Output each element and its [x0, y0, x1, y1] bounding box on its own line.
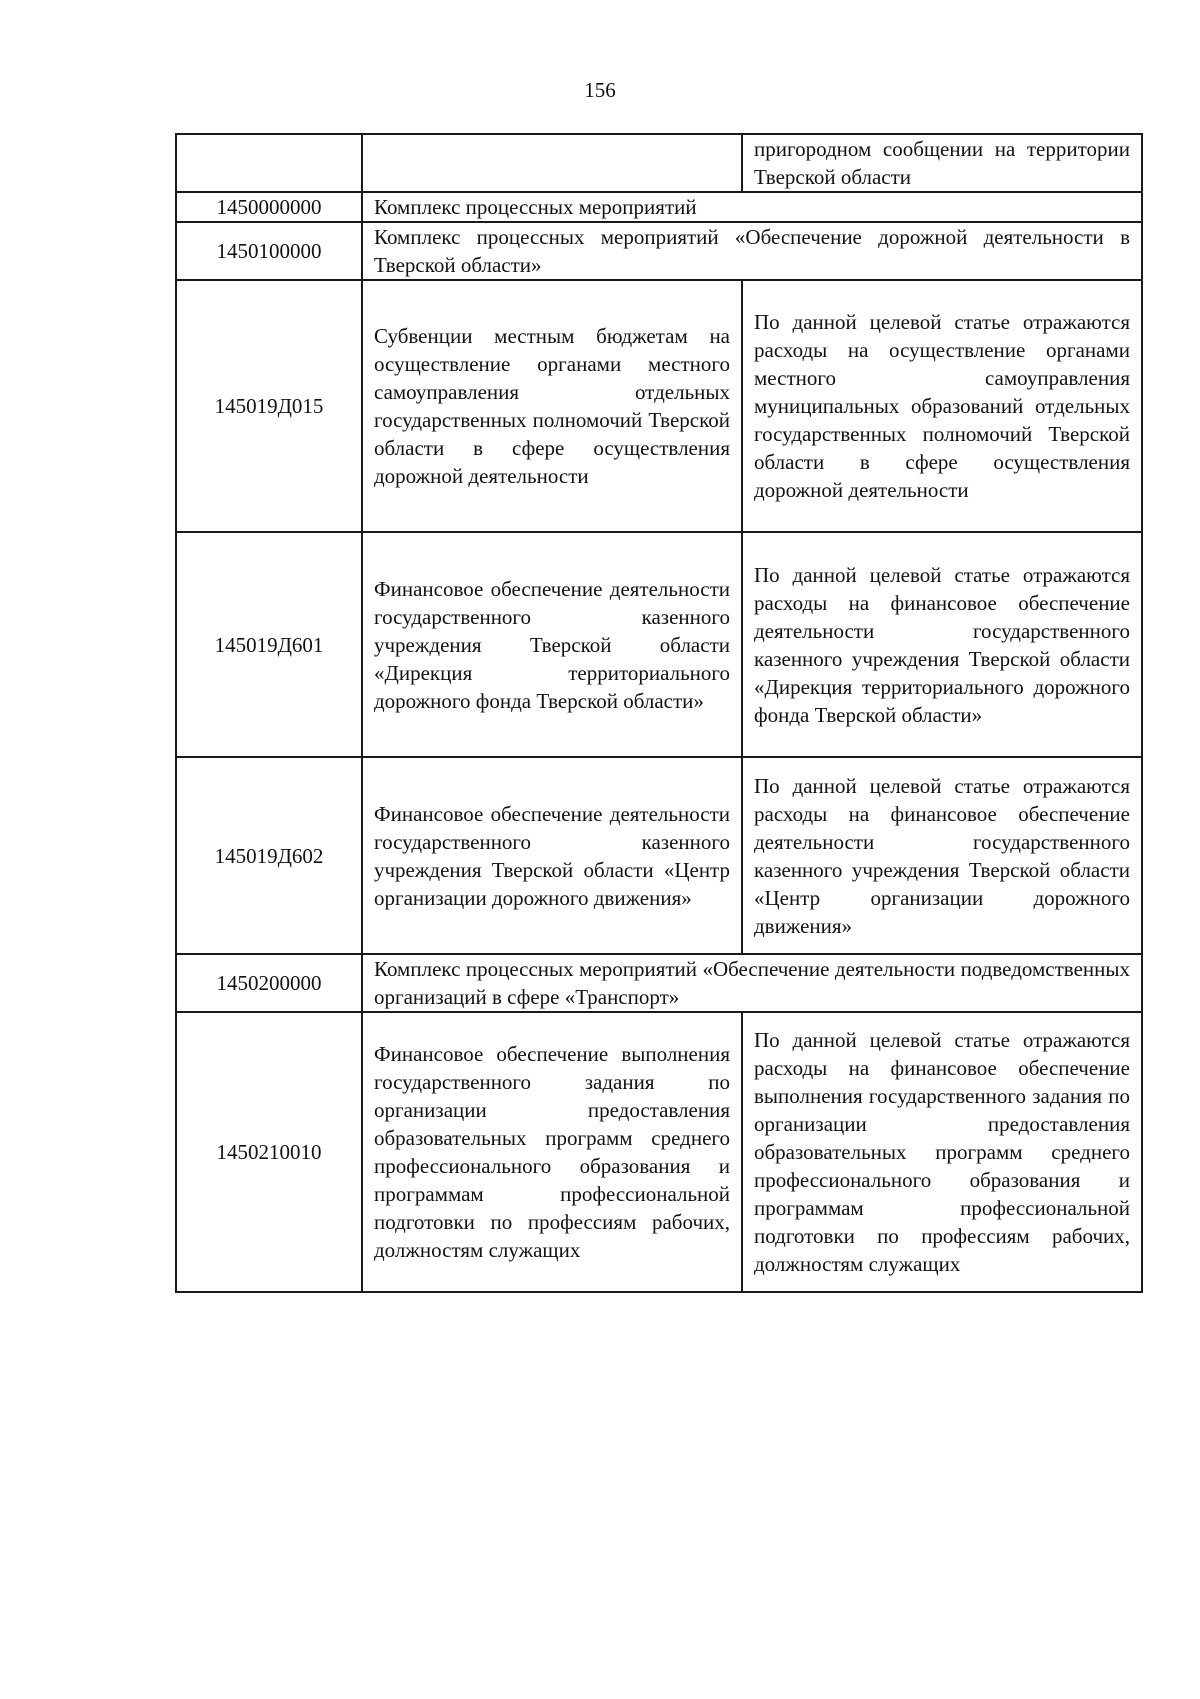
table-row — [176, 280, 1142, 532]
name-cell: Финансовое обеспечение деятельности государственного казенного учреждения Тверской области «Центр организации дорожного движения» — [362, 757, 742, 954]
code-cell: 1450000000 — [176, 192, 362, 222]
table-row — [176, 757, 1142, 954]
page-number: 156 — [584, 78, 616, 102]
code-cell: 1450200000 — [176, 954, 362, 1012]
table-row — [176, 192, 1142, 222]
section-title-cell: Комплекс процессных мероприятий «Обеспечение дорожной деятельности в Тверской области» — [362, 222, 1142, 280]
code-cell: 1450210010 — [176, 1012, 362, 1292]
name-cell — [362, 134, 742, 192]
name-cell: Финансовое обеспечение деятельности государственного казенного учреждения Тверской области «Дирекция территориального дорожного фонда Тверской области» — [362, 532, 742, 757]
code-cell — [176, 134, 362, 192]
table-row — [176, 222, 1142, 280]
code-cell: 1450100000 — [176, 222, 362, 280]
section-title-cell: Комплекс процессных мероприятий — [362, 192, 1142, 222]
description-cell: По данной целевой статье отражаются расходы на финансовое обеспечение деятельности государственного казенного учреждения Тверской области «Дирекция территориального дорожного фонда Тверской области» — [742, 532, 1142, 757]
description-cell: По данной целевой статье отражаются расходы на финансовое обеспечение деятельности государственного казенного учреждения Тверской области «Центр организации дорожного движения» — [742, 757, 1142, 954]
budget-classification-table — [175, 133, 1143, 1293]
table-row — [176, 134, 1142, 192]
table-row — [176, 954, 1142, 1012]
description-cell: По данной целевой статье отражаются расходы на финансовое обеспечение выполнения государственного задания по организации предоставления образовательных программ среднего профессионального образования и программам профессиональной подготовки по профессиям рабочих, должностям служащих — [742, 1012, 1142, 1292]
code-cell: 145019Д602 — [176, 757, 362, 954]
code-cell: 145019Д601 — [176, 532, 362, 757]
table-row — [176, 532, 1142, 757]
name-cell: Финансовое обеспечение выполнения государственного задания по организации предоставления образовательных программ среднего профессионального образования и программам профессиональной подготовки по профессиям рабочих, должностям служащих — [362, 1012, 742, 1292]
name-cell: Субвенции местным бюджетам на осуществление органами местного самоуправления отдельных государственных полномочий Тверской области в сфере осуществления дорожной деятельности — [362, 280, 742, 532]
section-title-cell: Комплекс процессных мероприятий «Обеспечение деятельности подведомственных организаций в сфере «Транспорт» — [362, 954, 1142, 1012]
code-cell: 145019Д015 — [176, 280, 362, 532]
table-row — [176, 1012, 1142, 1292]
description-cell: пригородном сообщении на территории Тверской области — [742, 134, 1142, 192]
description-cell: По данной целевой статье отражаются расходы на осуществление органами местного самоуправления муниципальных образований отдельных государственных полномочий Тверской области в сфере осуществления дорожной деятельности — [742, 280, 1142, 532]
